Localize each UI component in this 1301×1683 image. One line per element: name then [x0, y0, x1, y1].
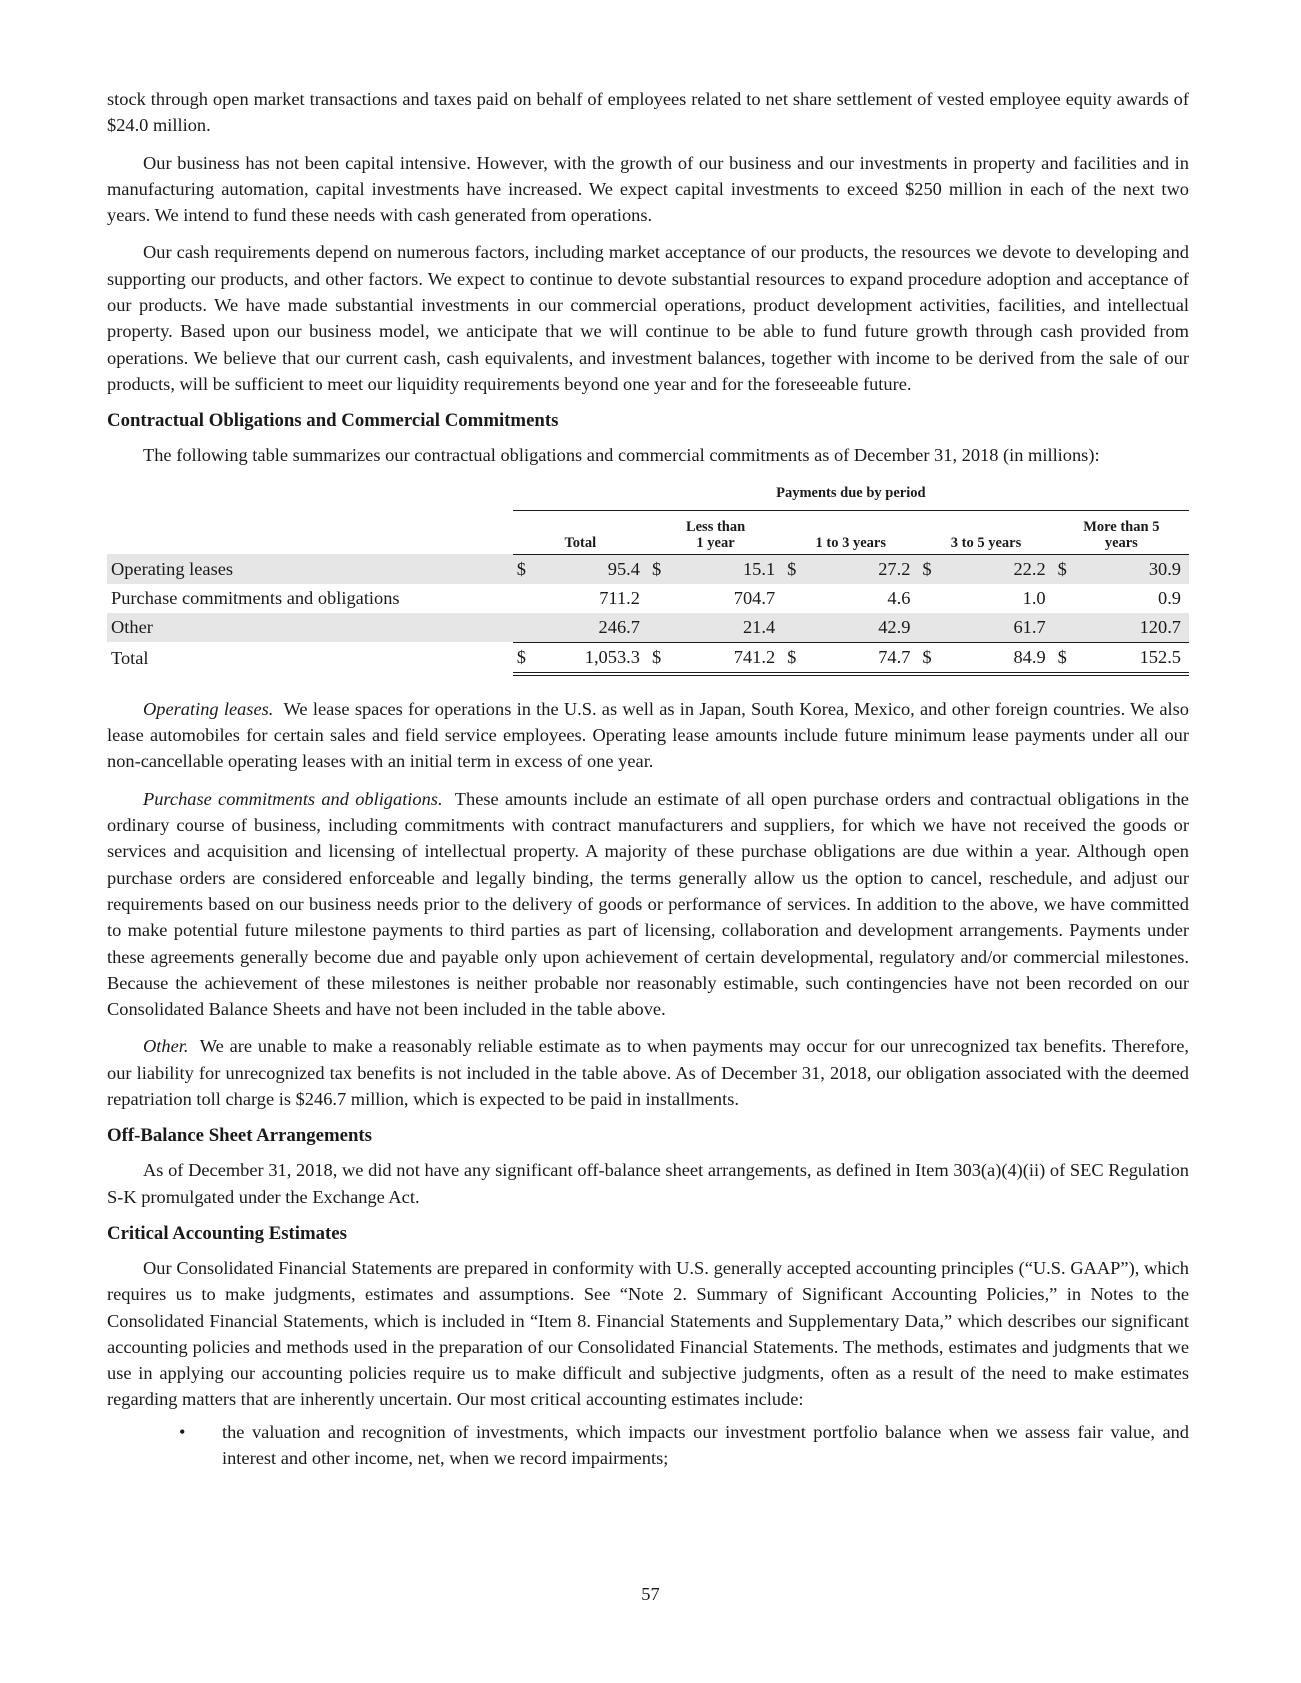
cell-more-than-5-years: 30.9	[1075, 554, 1189, 584]
currency-symbol: $	[918, 554, 940, 584]
currency-symbol: $	[513, 554, 535, 584]
cell-total: 711.2	[599, 588, 640, 609]
currency-symbol: $	[918, 642, 940, 674]
critical-estimates-list	[107, 1419, 1189, 1472]
paragraph-operating-leases	[107, 696, 1189, 775]
heading-critical-accounting-estimates: Critical Accounting Estimates	[107, 1222, 347, 1244]
cell-total: 95.4	[535, 554, 648, 584]
column-header-total: Total	[513, 510, 648, 554]
cell-total: 1,053.3	[535, 642, 648, 674]
page-number: 57	[641, 1584, 660, 1604]
table-row	[107, 613, 1189, 643]
paragraph-capital-investments: Our business has not been capital intensive. However, with the growth of our business and our investments in property and facilities and in manufacturing automation, capital investments have increased. We expect capital investments to exceed $250 million in each of the next two years. We intend to fund these needs with cash generated from operations.	[107, 152, 1189, 226]
heading-off-balance-sheet: Off-Balance Sheet Arrangements	[107, 1125, 372, 1147]
cell-3-to-5-years: 22.2	[940, 554, 1053, 584]
column-header-more-than-5-years: More than 5 years	[1054, 510, 1189, 554]
table-row	[107, 584, 1189, 613]
contractual-obligations-table	[107, 480, 1189, 676]
cell-more-than-5-years: 152.5	[1075, 642, 1189, 674]
currency-symbol: $	[513, 642, 535, 674]
cell-3-to-5-years: 84.9	[940, 642, 1053, 674]
paragraph-cash-requirements: Our cash requirements depend on numerous factors, including market acceptance of our products, the resources we devote to developing and supporting our products, and other factors. We expect to continue to devote substantial resources to expand procedure adoption and acceptance of our products. We have made substantial investments in our commercial operations, product development activities, facilities, and intellectual property. Based upon our business model, we anticipate that we will continue to be able to fund future growth through cash provided from operations. We believe that our current cash, cash equivalents, and investment balances, together with income to be derived from the sale of our products, will be sufficient to meet our liquidity requirements beyond one year and for the foreseeable future.	[107, 242, 1189, 394]
table-row-total	[107, 642, 1189, 674]
currency-symbol: $	[1054, 642, 1076, 674]
table-column-header-row	[107, 510, 1189, 554]
cell-3-to-5-years: 1.0	[1022, 588, 1046, 609]
cell-less-than-1-year: 21.4	[670, 613, 783, 643]
column-header-3-to-5-years: 3 to 5 years	[918, 510, 1053, 554]
cell-less-than-1-year: 704.7	[733, 588, 776, 609]
currency-symbol: $	[783, 642, 805, 674]
cell-1-to-3-years: 74.7	[805, 642, 918, 674]
paragraph-other	[107, 1033, 1189, 1112]
paragraph-off-balance-sheet: As of December 31, 2018, we did not have any significant off-balance sheet arrangements, as defined in Item 303(a)(4)(ii) of SEC Regulation S-K promulgated under the Exchange Act.	[107, 1160, 1189, 1207]
list-item	[107, 1419, 1189, 1472]
paragraph-table-intro: The following table summarizes our contractual obligations and commercial commitments as of December 31, 2018 (in millions):	[143, 445, 1100, 466]
row-label: Purchase commitments and obligations	[111, 588, 400, 609]
cell-1-to-3-years: 4.6	[887, 588, 911, 609]
currency-symbol: $	[1054, 554, 1076, 584]
currency-symbol: $	[648, 642, 670, 674]
row-label: Other	[107, 613, 513, 643]
lead-operating-leases: Operating leases.	[143, 698, 274, 719]
cell-1-to-3-years: 27.2	[805, 554, 918, 584]
cell-more-than-5-years: 120.7	[1075, 613, 1189, 643]
paragraph-purchase-commitments	[107, 786, 1189, 1023]
cell-1-to-3-years: 42.9	[805, 613, 918, 643]
lead-other: Other.	[143, 1036, 189, 1057]
period-header: Payments due by period	[513, 480, 1189, 511]
document-page	[107, 86, 1189, 1471]
currency-symbol: $	[783, 554, 805, 584]
cell-less-than-1-year: 15.1	[670, 554, 783, 584]
table-row	[107, 554, 1189, 584]
bullet-icon: •	[179, 1421, 186, 1442]
text-purchase-commitments: These amounts include an estimate of all open purchase orders and contractual obligations in the ordinary course of business, including commitments with contract manufacturers and suppliers, for which we have not received the goods or services and acquisition and licensing of intellectual property. A majority of these purchase obligations are due within a year. Although open purchase orders are considered enforceable and legally binding, the terms generally allow us the option to cancel, reschedule, and adjust our requirements based on our business needs prior to the delivery of goods or performance of services. In addition to the above, we have committed to make potential future milestone payments to third parties as part of licensing, collaboration and development arrangements. Payments under these agreements generally become due and payable only upon achievement of certain developmental, regulatory and/or commercial milestones. Because the achievement of these milestones is neither probable nor reasonably estimable, such contingencies have not been recorded on our Consolidated Balance Sheets and have not been included in the table above.	[107, 788, 1189, 1020]
list-item-text: the valuation and recognition of investments, which impacts our investment portfolio balance when we assess fair value, and interest and other income, net, when we record impairments;	[222, 1421, 1189, 1468]
column-header-less-than-1-year: Less than 1 year	[648, 510, 783, 554]
row-label: Total	[111, 647, 149, 668]
cell-more-than-5-years: 0.9	[1158, 588, 1181, 609]
paragraph-stock-repurchase: stock through open market transactions and taxes paid on behalf of employees related to net share settlement of vested employee equity awards of $24.0 million.	[107, 89, 1189, 136]
currency-symbol: $	[648, 554, 670, 584]
heading-contractual-obligations: Contractual Obligations and Commercial Commitments	[107, 410, 559, 432]
cell-less-than-1-year: 741.2	[670, 642, 783, 674]
row-label: Operating leases	[107, 554, 513, 584]
paragraph-critical-accounting: Our Consolidated Financial Statements are prepared in conformity with U.S. generally accepted accounting principles (“U.S. GAAP”), which requires us to make judgments, estimates and assumptions. See “Note 2. Summary of Significant Accounting Policies,” in Notes to the Consolidated Financial Statements, which is included in “Item 8. Financial Statements and Supplementary Data,” which describes our significant accounting policies and methods used in the preparation of our Consolidated Financial Statements. The methods, estimates and judgments that we use in applying our accounting policies require us to make difficult and subjective judgments, often as a result of the need to make estimates regarding matters that are inherently uncertain. Our most critical accounting estimates include:	[107, 1257, 1189, 1410]
lead-purchase-commitments: Purchase commitments and obligations.	[143, 788, 443, 809]
table-period-header-row	[107, 480, 1189, 511]
text-other: We are unable to make a reasonably reliable estimate as to when payments may occur for our unrecognized tax benefits. Therefore, our liability for unrecognized tax benefits is not included in the table above. As of December 31, 2018, our obligation associated with the deemed repatriation toll charge is $246.7 million, which is expected to be paid in installments.	[107, 1036, 1189, 1110]
contractual-obligations-table-wrap	[107, 480, 1189, 676]
cell-total: 246.7	[535, 613, 648, 643]
cell-3-to-5-years: 61.7	[940, 613, 1053, 643]
text-operating-leases: We lease spaces for operations in the U.S. as well as in Japan, South Korea, Mexico, and other foreign countries. We also lease automobiles for certain sales and field service employees. Operating lease amounts include future minimum lease payments under all our non-cancellable operating leases with an initial term in excess of one year.	[107, 698, 1189, 772]
column-header-1-to-3-years: 1 to 3 years	[783, 510, 918, 554]
